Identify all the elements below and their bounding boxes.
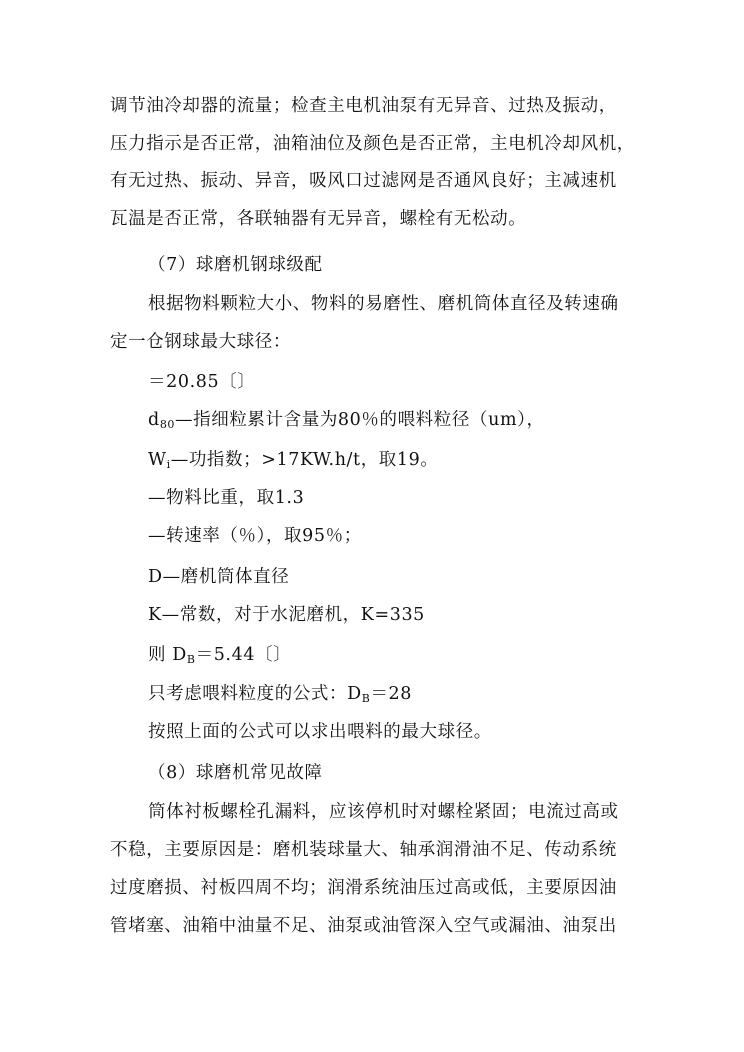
formula-line-1: ＝20.85〔〕 <box>148 372 256 392</box>
result-line-db: 则 $D_B=5.44$〔〕 <box>148 645 292 666</box>
paragraph-line-1: 调节油冷却器的流量；检查主电机油泵有无异音、过热及振动， <box>110 96 617 116</box>
paragraph-line-9: 不稳，主要原因是：磨机装球量大、轴承润滑油不足、传动系统 <box>110 840 617 860</box>
paragraph-line-2: 压力指示是否正常，油箱油位及颜色是否正常，主电机冷却风机， <box>110 134 635 154</box>
paragraph-line-6: 定一仓钢球最大球径： <box>110 332 291 352</box>
paragraph-line-4: 瓦温是否正常，各联轴器有无异音，螺栓有无松动。 <box>110 209 527 229</box>
wi-symbol: $W_i$ <box>148 450 171 471</box>
section-heading-7: （7）球磨机钢球级配 <box>148 255 323 275</box>
variable-line-diameter: D—磨机筒体直径 <box>148 567 290 587</box>
db-symbol: $D_B$ <box>172 645 196 666</box>
paragraph-line-10: 过度磨损、衬板四周不均；润滑系统油压过高或低，主要原因油 <box>110 878 617 898</box>
variable-line-wi: $W_i—$功指数；>17KW.h/t，取19。 <box>148 450 439 471</box>
paragraph-line-11: 管堵塞、油箱中油量不足、油泵或油管深入空气或漏油、油泵出 <box>110 916 617 936</box>
variable-line-density: —物料比重，取1.3 <box>148 488 305 508</box>
section-heading-8: （8）球磨机常见故障 <box>148 763 323 783</box>
paragraph-line-5: 根据物料颗粒大小、物料的易磨性、磨机筒体直径及转速确 <box>148 294 619 314</box>
paragraph-line-8: 筒体衬板螺栓孔漏料，应该停机时对螺栓紧固；电流过高或 <box>148 802 619 822</box>
variable-line-constant: K—常数，对于水泥磨机，K=335 <box>148 605 425 625</box>
variable-line-d80: $d_{80}—$指细粒累计含量为80％的喂料粒径（um）， <box>148 410 545 431</box>
variable-line-speed-rate: —转速率（％），取95％； <box>148 526 362 546</box>
paragraph-line-3: 有无过热、振动、异音，吸风口过滤网是否通风良好；主减速机 <box>110 171 617 191</box>
paragraph-line-7: 按照上面的公式可以求出喂料的最大球径。 <box>148 722 492 742</box>
d80-symbol: $d_{80}$ <box>148 410 176 431</box>
db2-symbol: $D_B$ <box>347 684 371 705</box>
formula-line-2: 只考虑喂料粒度的公式：$D_B=28$ <box>148 684 413 705</box>
